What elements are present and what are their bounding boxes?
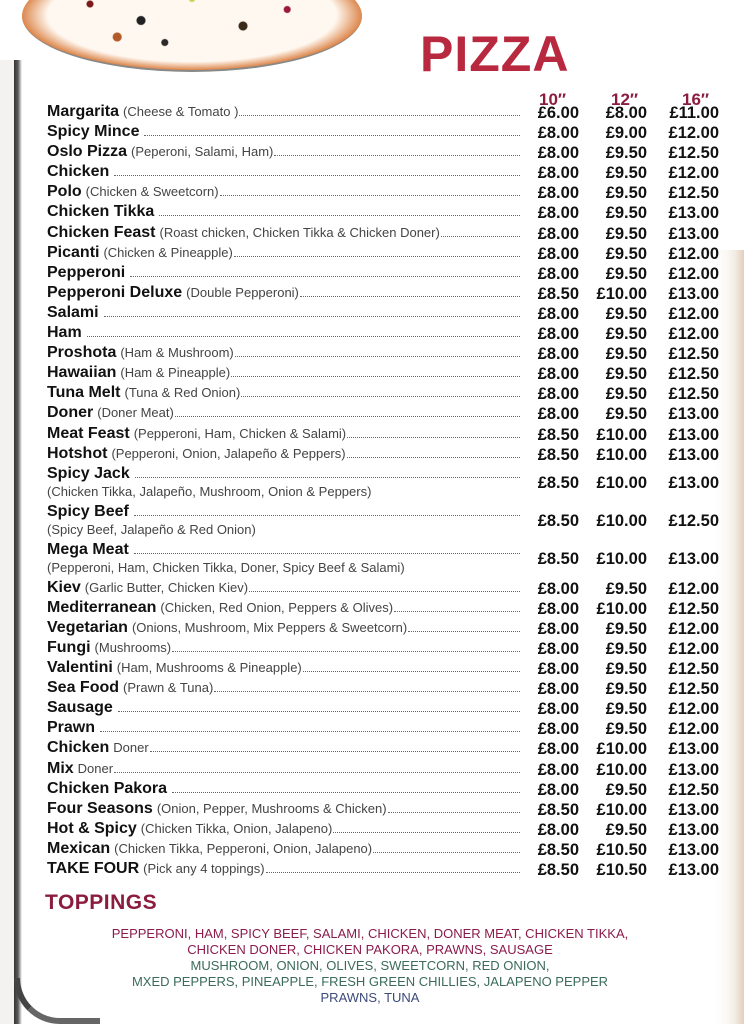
page-title: PIZZA: [420, 26, 570, 82]
dot-leader: [347, 436, 520, 438]
menu-item-name: Four Seasons: [47, 799, 153, 817]
menu-item-name: Spicy Mince: [47, 123, 140, 141]
price-16-inch: £12.00: [668, 244, 719, 263]
menu-item-name-line: [47, 324, 522, 344]
price-10-inch: £8.50: [537, 511, 579, 530]
menu-item: [47, 780, 727, 800]
price-10-inch: £8.50: [537, 425, 579, 444]
menu-item-name-line: [47, 599, 522, 619]
menu-item: [47, 264, 727, 284]
price-12-inch: £10.00: [596, 284, 647, 303]
price-16-inch: £12.50: [668, 385, 719, 404]
price-10-inch: £8.00: [537, 599, 579, 618]
menu-item-name: Salami: [47, 303, 99, 321]
dot-leader: [408, 630, 520, 632]
price-12-inch: £9.50: [605, 385, 647, 404]
menu-item-name-line: [47, 579, 522, 599]
price-12-inch: £9.50: [605, 144, 647, 163]
price-16-inch: £12.50: [668, 365, 719, 384]
price-12-inch: £10.00: [596, 425, 647, 444]
dot-leader: [441, 235, 520, 237]
price-16-inch: £12.00: [668, 164, 719, 183]
menu-item-ingredients: (Spicy Beef, Jalapeño & Red Onion): [47, 521, 256, 537]
menu-item: [47, 123, 727, 143]
menu-item-description: (Chicken Tikka, Pepperoni, Onion, Jalapeno): [114, 840, 373, 856]
dot-leader: [303, 670, 520, 672]
dot-leader: [150, 750, 520, 752]
price-10-inch: £8.50: [537, 549, 579, 568]
price-12-inch: £9.00: [605, 124, 647, 143]
price-12-inch: £9.50: [605, 345, 647, 364]
dot-leader: [274, 154, 520, 156]
price-12-inch: £9.50: [605, 619, 647, 638]
price-12-inch: £10.00: [596, 800, 647, 819]
price-10-inch: £8.00: [537, 184, 579, 203]
menu-item-description: (Garlic Butter, Chicken Kiev): [84, 579, 249, 595]
price-12-inch: £9.50: [605, 660, 647, 679]
price-10-inch: £8.00: [537, 124, 579, 143]
price-12-inch: £9.50: [605, 244, 647, 263]
menu-item-description: (Roast chicken, Chicken Tikka & Chicken Doner): [159, 224, 440, 240]
menu-item-description: (Onions, Mushroom, Mix Peppers & Sweetcorn): [131, 619, 408, 635]
dot-leader: [235, 355, 520, 357]
menu-item-description: (Tuna & Red Onion): [124, 385, 241, 401]
price-10-inch: £8.00: [537, 385, 579, 404]
menu-item-description: (Prawn & Tuna): [123, 680, 214, 696]
menu-item: [47, 739, 727, 759]
price-10-inch: £8.00: [537, 365, 579, 384]
price-10-inch: £8.00: [537, 680, 579, 699]
menu-item-name-line: [47, 364, 522, 384]
menu-item-name: Pepperoni Deluxe: [47, 283, 183, 301]
menu-item: [47, 541, 727, 579]
price-16-inch: £13.00: [668, 445, 719, 464]
price-16-inch: £12.50: [668, 184, 719, 203]
price-16-inch: £12.00: [668, 325, 719, 344]
menu-item: [47, 699, 727, 719]
menu-item-name-line: [47, 404, 522, 424]
menu-item-name: Tuna Melt: [47, 384, 121, 402]
menu-item: [47, 820, 727, 840]
price-10-inch: £8.00: [537, 579, 579, 598]
price-10-inch: £8.00: [537, 639, 579, 658]
dot-leader: [130, 275, 520, 277]
menu-item-name-line: [47, 445, 522, 465]
menu-item-name-line: [47, 163, 522, 183]
menu-item-name: Chicken Feast: [47, 223, 156, 241]
menu-item: [47, 344, 727, 364]
menu-item-name: Mega Meat: [47, 540, 129, 558]
price-16-inch: £13.00: [668, 760, 719, 779]
menu-item-name-line: [47, 264, 522, 284]
price-16-inch: £13.00: [668, 204, 719, 223]
price-10-inch: £8.00: [537, 780, 579, 799]
menu-item-name: TAKE FOUR: [47, 860, 140, 877]
size-header-12: 12″: [611, 90, 639, 109]
menu-item-name: Valentini: [47, 659, 113, 677]
price-16-inch: £13.00: [668, 800, 719, 819]
menu-item-name-line: [47, 760, 522, 780]
price-10-inch: £8.00: [537, 405, 579, 424]
menu-item-name-line: [47, 619, 522, 639]
menu-item-description: (Chicken & Sweetcorn): [85, 184, 219, 200]
price-16-inch: £13.00: [668, 224, 719, 243]
price-12-inch: £10.00: [596, 760, 647, 779]
menu-item: [47, 304, 727, 324]
menu-item: [47, 404, 727, 424]
price-12-inch: £9.50: [605, 639, 647, 658]
menu-item-name-line: [47, 541, 522, 561]
menu-item: [47, 224, 727, 244]
price-16-inch: £13.00: [668, 861, 719, 879]
menu-item-description: (Chicken Tikka, Onion, Jalapeno): [140, 820, 333, 836]
dot-leader: [100, 730, 520, 732]
dot-leader: [134, 514, 520, 516]
menu-item: [47, 183, 727, 203]
menu-item: [47, 860, 727, 880]
menu-item: [47, 284, 727, 304]
menu-item-name-line: [47, 820, 522, 840]
menu-item-name-line: [47, 860, 522, 880]
dot-leader: [134, 552, 520, 554]
menu-item: [47, 619, 727, 639]
menu-item-name: Chicken Tikka: [47, 203, 155, 221]
menu-item-description: Doner: [77, 760, 114, 776]
menu-item-description: Doner: [113, 740, 149, 756]
dot-leader: [234, 255, 520, 257]
price-16-inch: £11.00: [669, 104, 719, 122]
price-16-inch: £13.00: [668, 473, 719, 492]
menu-item-name-line: [47, 679, 522, 699]
price-10-inch: £8.00: [537, 164, 579, 183]
price-10-inch: £8.50: [537, 840, 579, 859]
dot-leader: [214, 690, 520, 692]
menu-item: [47, 719, 727, 739]
dot-leader: [347, 456, 520, 458]
menu-item-name: Chicken: [47, 739, 110, 757]
menu-item-name: Meat Feast: [47, 424, 130, 442]
menu-item-description: (Chicken, Red Onion, Peppers & Olives): [160, 599, 394, 615]
price-10-inch: £8.00: [537, 720, 579, 739]
dot-leader: [266, 871, 520, 873]
menu-item: [47, 163, 727, 183]
menu-item-name-line: [47, 244, 522, 264]
menu-item-name-line: [47, 465, 522, 485]
menu-item: [47, 244, 727, 264]
menu-item-name-line: [47, 103, 522, 123]
toppings-line-veg: MUSHROOM, ONION, OLIVES, SWEETCORN, RED ONION,: [190, 958, 550, 973]
size-header-16: 16″: [682, 90, 710, 109]
menu-item-description: (Cheese & Tomato ): [123, 104, 239, 119]
menu-item-name: Picanti: [47, 243, 100, 261]
menu-item-name-line: [47, 123, 522, 143]
menu-item-name-line: [47, 503, 522, 523]
menu-item-description: (Ham & Pineapple): [120, 365, 231, 381]
price-12-inch: £8.00: [605, 104, 647, 122]
menu-item-name: Sea Food: [47, 679, 120, 697]
menu-item-name: Proshota: [47, 344, 117, 362]
menu-item: [47, 364, 727, 384]
price-10-inch: £8.50: [537, 800, 579, 819]
price-10-inch: £8.00: [537, 740, 579, 759]
menu-item: [47, 445, 727, 465]
menu-item-name-line: [47, 183, 522, 203]
menu-item: [47, 579, 727, 599]
price-16-inch: £13.00: [668, 820, 719, 839]
price-16-inch: £12.00: [668, 639, 719, 658]
menu-item-name-line: [47, 425, 522, 445]
price-10-inch: £8.00: [537, 660, 579, 679]
price-16-inch: £13.00: [668, 284, 719, 303]
size-header-10: 10″: [539, 90, 567, 109]
price-16-inch: £12.50: [668, 345, 719, 364]
price-12-inch: £9.50: [605, 720, 647, 739]
price-12-inch: £9.50: [605, 264, 647, 283]
dot-leader: [231, 375, 520, 377]
price-16-inch: £12.50: [668, 511, 719, 530]
price-16-inch: £12.00: [668, 304, 719, 323]
menu-item: [47, 324, 727, 344]
menu-item-name: Fungi: [47, 638, 91, 656]
menu-item-name: Hawaiian: [47, 364, 117, 382]
menu-item: [47, 503, 727, 541]
menu-item-name-line: [47, 304, 522, 324]
price-12-inch: £9.50: [605, 164, 647, 183]
price-16-inch: £12.50: [668, 780, 719, 799]
price-16-inch: £12.00: [668, 619, 719, 638]
price-16-inch: £13.00: [668, 405, 719, 424]
price-16-inch: £12.00: [668, 124, 719, 143]
menu-item-name-line: [47, 840, 522, 860]
dot-leader: [388, 811, 520, 813]
menu-item-name-line: [47, 224, 522, 244]
menu-item-name-line: [47, 384, 522, 404]
menu-item-name: Ham: [47, 324, 82, 342]
price-12-inch: £10.00: [596, 549, 647, 568]
price-12-inch: £10.00: [596, 511, 647, 530]
menu-item-name: Polo: [47, 183, 82, 201]
dot-leader: [239, 114, 520, 116]
menu-item: [47, 659, 727, 679]
menu-item-ingredients: (Chicken Tikka, Jalapeño, Mushroom, Onion & Peppers): [47, 483, 372, 499]
price-12-inch: £9.50: [605, 204, 647, 223]
dot-leader: [300, 295, 520, 297]
menu-item-name: Doner: [47, 404, 94, 422]
dot-leader: [175, 415, 520, 417]
menu-item-name: Mexican: [47, 839, 111, 857]
price-16-inch: £12.00: [668, 579, 719, 598]
price-12-inch: £9.50: [605, 224, 647, 243]
price-12-inch: £10.00: [596, 473, 647, 492]
price-10-inch: £8.00: [537, 760, 579, 779]
price-10-inch: £8.00: [537, 700, 579, 719]
price-16-inch: £13.00: [668, 425, 719, 444]
dot-leader: [144, 134, 520, 136]
price-10-inch: £8.00: [537, 224, 579, 243]
toppings-line-sea: PRAWNS, TUNA: [320, 990, 420, 1005]
toppings-list: [60, 926, 680, 1006]
price-10-inch: £6.00: [537, 104, 579, 122]
price-16-inch: £13.00: [668, 840, 719, 859]
dot-leader: [104, 315, 520, 317]
menu-item-description: (Ham, Mushrooms & Pineapple): [116, 660, 302, 676]
menu-item-description: (Onion, Pepper, Mushrooms & Chicken): [156, 800, 387, 816]
menu-item-description: (Pick any 4 toppings): [143, 861, 265, 876]
menu-item-name: Vegetarian: [47, 618, 128, 636]
menu-item-name-line: [47, 344, 522, 364]
dot-leader: [135, 476, 520, 478]
toppings-heading: TOPPINGS: [45, 891, 158, 914]
dot-leader: [118, 710, 520, 712]
price-12-inch: £9.50: [605, 680, 647, 699]
dot-leader: [333, 831, 520, 833]
menu-item-name: Chicken: [47, 163, 110, 181]
menu-item-description: (Peperoni, Salami, Ham): [131, 144, 274, 160]
menu-item: [47, 679, 727, 699]
price-16-inch: £12.00: [668, 720, 719, 739]
price-10-inch: £8.00: [537, 144, 579, 163]
dot-leader: [241, 395, 520, 397]
toppings-line-meat: CHICKEN DONER, CHICKEN PAKORA, PRAWNS, SAUSAGE: [187, 942, 553, 957]
menu-item-description: (Pepperoni, Onion, Jalapeño & Peppers): [111, 445, 346, 461]
menu-item-description: (Double Pepperoni): [186, 284, 299, 300]
menu-item-name-line: [47, 143, 522, 163]
price-10-inch: £8.50: [537, 861, 579, 879]
price-16-inch: £12.50: [668, 599, 719, 618]
price-12-inch: £10.00: [596, 740, 647, 759]
menu-item-description: (Mushrooms): [94, 639, 172, 655]
menu-item-description: (Doner Meat): [97, 405, 174, 421]
menu-item-name-line: [47, 780, 522, 800]
menu-item: [47, 760, 727, 780]
dot-leader: [220, 194, 520, 196]
menu-item: [47, 599, 727, 619]
pizza-photo: [22, 0, 362, 72]
dot-leader: [373, 851, 520, 853]
menu-item-name-line: [47, 203, 522, 223]
dot-leader: [87, 335, 520, 337]
price-16-inch: £13.00: [668, 740, 719, 759]
price-12-inch: £9.50: [605, 405, 647, 424]
menu-item-name-line: [47, 659, 522, 679]
price-10-inch: £8.00: [537, 345, 579, 364]
price-10-inch: £8.00: [537, 325, 579, 344]
menu-item-name-line: [47, 284, 522, 304]
menu-item: [47, 465, 727, 503]
price-10-inch: £8.50: [537, 445, 579, 464]
price-10-inch: £8.00: [537, 304, 579, 323]
menu-item-name: Hotshot: [47, 444, 108, 462]
dot-leader: [249, 590, 520, 592]
price-12-inch: £9.50: [605, 184, 647, 203]
dot-leader: [172, 650, 520, 652]
price-12-inch: £10.00: [596, 445, 647, 464]
price-16-inch: £12.50: [668, 660, 719, 679]
price-12-inch: £10.50: [596, 840, 647, 859]
menu-item-name: Oslo Pizza: [47, 143, 128, 161]
menu-item: [47, 840, 727, 860]
menu-item: [47, 639, 727, 659]
menu-item-description: (Chicken & Pineapple): [103, 244, 233, 260]
menu-item-name: Margarita: [47, 103, 120, 120]
menu-item-name: Chicken Pakora: [47, 779, 168, 797]
price-10-inch: £8.00: [537, 204, 579, 223]
menu-item: [47, 143, 727, 163]
menu-item-name: Hot & Spicy: [47, 819, 137, 837]
price-16-inch: £12.00: [668, 700, 719, 719]
price-12-inch: £9.50: [605, 700, 647, 719]
price-10-inch: £8.00: [537, 264, 579, 283]
price-16-inch: £13.00: [668, 549, 719, 568]
dot-leader: [114, 174, 520, 176]
menu-item: [47, 103, 727, 123]
menu-item-name-line: [47, 719, 522, 739]
menu-item-name: Sausage: [47, 699, 113, 717]
price-10-inch: £8.00: [537, 619, 579, 638]
pizza-menu-list: [47, 103, 727, 880]
dot-leader: [172, 791, 520, 793]
menu-item-name: Kiev: [47, 578, 81, 596]
menu-item-name-line: [47, 739, 522, 759]
menu-item-name-line: [47, 639, 522, 659]
dot-leader: [159, 214, 520, 216]
price-10-inch: £8.50: [537, 284, 579, 303]
price-12-inch: £9.50: [605, 325, 647, 344]
menu-item-description: (Pepperoni, Ham, Chicken & Salami): [133, 425, 347, 441]
menu-item-name: Mix: [47, 759, 74, 777]
menu-item-name: Spicy Beef: [47, 502, 129, 520]
menu-item: [47, 800, 727, 820]
menu-item-name-line: [47, 699, 522, 719]
menu-item-name: Mediterranean: [47, 598, 157, 616]
dot-leader: [394, 610, 520, 612]
menu-item-description: (Ham & Mushroom): [120, 345, 234, 361]
price-16-inch: £12.50: [668, 680, 719, 699]
page-left-edge: [0, 60, 26, 1024]
dot-leader: [114, 771, 520, 773]
menu-item: [47, 425, 727, 445]
toppings-line-meat: PEPPERONI, HAM, SPICY BEEF, SALAMI, CHICKEN, DONER MEAT, CHICKEN TIKKA,: [111, 926, 629, 941]
menu-item: [47, 384, 727, 404]
menu-item-name: Prawn: [47, 719, 96, 737]
price-10-inch: £8.00: [537, 820, 579, 839]
price-12-inch: £9.50: [605, 780, 647, 799]
menu-item-name-line: [47, 800, 522, 820]
price-12-inch: £9.50: [605, 365, 647, 384]
price-12-inch: £10.00: [596, 599, 647, 618]
price-12-inch: £10.50: [596, 861, 647, 879]
menu-item-name: Spicy Jack: [47, 464, 130, 482]
price-10-inch: £8.00: [537, 244, 579, 263]
price-10-inch: £8.50: [537, 473, 579, 492]
menu-item-name: Pepperoni: [47, 263, 126, 281]
toppings-line-veg: MXED PEPPERS, PINEAPPLE, FRESH GREEN CHILLIES, JALAPENO PEPPER: [131, 974, 609, 989]
menu-item-ingredients: (Pepperoni, Ham, Chicken Tikka, Doner, Spicy Beef & Salami): [47, 559, 405, 575]
price-12-inch: £9.50: [605, 820, 647, 839]
price-16-inch: £12.00: [668, 264, 719, 283]
price-12-inch: £9.50: [605, 579, 647, 598]
menu-item: [47, 203, 727, 223]
price-16-inch: £12.50: [668, 144, 719, 163]
price-12-inch: £9.50: [605, 304, 647, 323]
